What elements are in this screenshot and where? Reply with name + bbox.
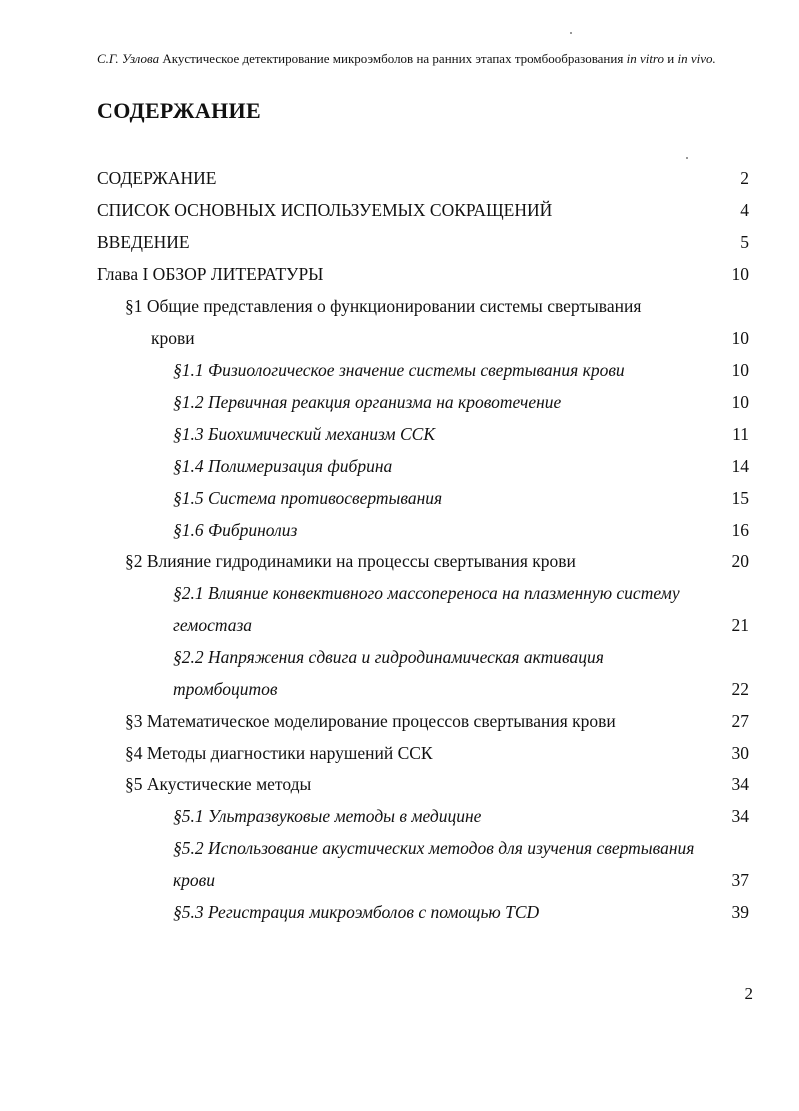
scan-speck xyxy=(686,157,688,159)
toc-entry-text[interactable]: §1.5 Система противосвертывания xyxy=(173,488,443,508)
toc-entry-page: 39 xyxy=(731,902,749,922)
header-in-vivo: in vivo. xyxy=(677,51,716,66)
toc-entry-text[interactable]: §2.2 Напряжения сдвига и гидродинамическая активация xyxy=(173,647,604,667)
toc-entry-continuation[interactable]: тромбоцитов xyxy=(173,679,278,699)
toc-entry-page: 2 xyxy=(740,168,749,188)
toc-entry-page: 27 xyxy=(731,711,749,731)
toc-entry-page: 21 xyxy=(731,615,749,635)
toc-entry-text[interactable]: §5 Акустические методы xyxy=(125,774,312,794)
toc-entry-text[interactable]: §1 Общие представления о функционировании системы свертывания xyxy=(125,296,642,316)
toc-entry-text[interactable]: §5.1 Ультразвуковые методы в медицине xyxy=(173,806,482,826)
header-and: и xyxy=(667,51,675,66)
toc-entry-continuation[interactable]: крови xyxy=(173,870,216,890)
toc-entry-text[interactable]: §1.2 Первичная реакция организма на кровотечение xyxy=(173,392,562,412)
toc-entry-page: 10 xyxy=(731,392,749,412)
toc-entry-continuation[interactable]: крови xyxy=(151,328,195,348)
toc-entry-text[interactable]: §1.1 Физиологическое значение системы свертывания крови xyxy=(173,360,625,380)
toc-entry-page: 10 xyxy=(731,360,749,380)
toc-entry-page: 34 xyxy=(731,806,749,826)
toc-entry-page: 37 xyxy=(731,870,749,890)
header-author: С.Г. Узлова xyxy=(97,51,160,66)
toc-entry-page: 10 xyxy=(731,328,749,348)
toc-entry-page: 11 xyxy=(732,424,749,444)
toc-entry-page: 15 xyxy=(731,488,749,508)
toc-entry-text[interactable]: §1.6 Фибринолиз xyxy=(173,520,298,540)
page-title: СОДЕРЖАНИЕ xyxy=(97,98,261,123)
toc-entry-text[interactable]: Глава I ОБЗОР ЛИТЕРАТУРЫ xyxy=(97,264,324,284)
toc-entry-text[interactable]: §2 Влияние гидродинамики на процессы свертывания крови xyxy=(125,551,576,571)
page-number: 2 xyxy=(744,984,753,1003)
toc-entry-text[interactable]: §5.2 Использование акустических методов для изучения свертывания xyxy=(173,838,695,858)
toc-entry-page: 30 xyxy=(731,743,749,763)
toc-entry-page: 14 xyxy=(731,456,749,476)
toc-entry-text[interactable]: ВВЕДЕНИЕ xyxy=(97,232,190,252)
toc-entry-text[interactable]: §1.4 Полимеризация фибрина xyxy=(173,456,393,476)
toc-entry-text[interactable]: СОДЕРЖАНИЕ xyxy=(97,168,217,188)
running-header xyxy=(97,51,777,67)
toc-entry-page: 4 xyxy=(740,200,749,220)
toc-entry-page: 20 xyxy=(731,551,749,571)
toc-entry-page: 5 xyxy=(740,232,749,252)
toc-entry-text[interactable]: §1.3 Биохимический механизм ССК xyxy=(173,424,435,444)
scan-speck xyxy=(570,32,572,34)
header-text: Акустическое детектирование микроэмболов на ранних этапах тромбообразования xyxy=(162,51,624,66)
toc-entry-page: 34 xyxy=(731,774,749,794)
toc-entry-continuation[interactable]: гемостаза xyxy=(173,615,253,635)
header-in-vitro: in vitro xyxy=(626,51,665,66)
toc-entry-page: 10 xyxy=(731,264,749,284)
toc-entry-text[interactable]: СПИСОК ОСНОВНЫХ ИСПОЛЬЗУЕМЫХ СОКРАЩЕНИЙ xyxy=(97,200,553,220)
toc-entry-page: 16 xyxy=(731,520,749,540)
toc-entry-text[interactable]: §2.1 Влияние конвективного массопереноса на плазменную систему xyxy=(173,583,680,603)
toc-entry-text[interactable]: §3 Математическое моделирование процессов свертывания крови xyxy=(125,711,616,731)
toc-entry-text[interactable]: §5.3 Регистрация микроэмболов с помощью TCD xyxy=(173,902,540,922)
toc-entry-text[interactable]: §4 Методы диагностики нарушений ССК xyxy=(125,743,433,763)
toc-entry-page: 22 xyxy=(731,679,749,699)
